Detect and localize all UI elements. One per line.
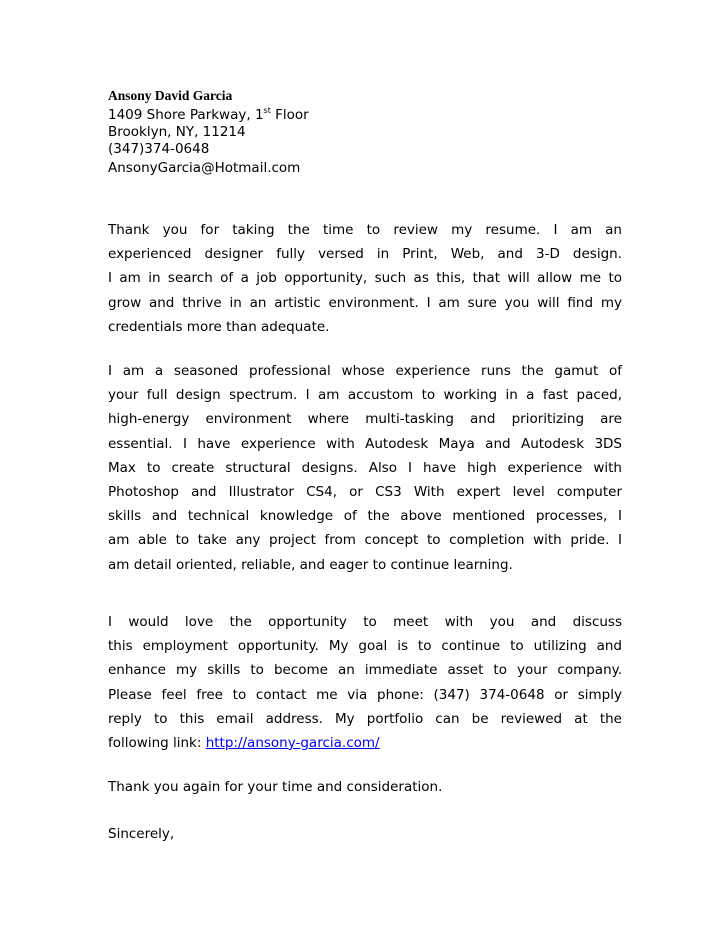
paragraph-line: your full design spectrum. I am accustom to working in a fast paced, xyxy=(108,387,622,404)
sender-email: AnsonyGarcia@Hotmail.com xyxy=(108,160,301,176)
sender-name: Ansony David Garcia xyxy=(108,88,233,103)
link-prefix: following link: xyxy=(108,734,206,751)
paragraph-line: credentials more than adequate. xyxy=(108,318,330,335)
paragraph-line: experienced designer fully versed in Print, Web, and 3-D design. xyxy=(108,246,622,263)
paragraph-line: Max to create structural designs. Also I have high experience with xyxy=(108,459,622,476)
paragraph-line: Thank you for taking the time to review my resume. I am an xyxy=(108,222,622,238)
sender-address-line2: Brooklyn, NY, 11214 xyxy=(108,124,246,140)
address-line1-text: 1409 Shore Parkway, 1 xyxy=(108,107,264,123)
address-line1-floor: Floor xyxy=(270,107,309,123)
paragraph-contact xyxy=(108,610,622,755)
ordinal-suffix: st xyxy=(263,106,271,115)
paragraph-line: I would love the opportunity to meet with you and discuss xyxy=(108,614,622,630)
paragraph-line: Photoshop and Illustrator CS4, or CS3 With expert level computer xyxy=(108,483,622,500)
paragraph-line: skills and technical knowledge of the above mentioned processes, I xyxy=(108,508,622,525)
portfolio-link[interactable]: http://ansony-garcia.com/ xyxy=(205,734,380,751)
paragraph-experience xyxy=(108,359,622,577)
paragraph-line: grow and thrive in an artistic environment. I am sure you will find my xyxy=(108,294,622,311)
paragraph-line: I am in search of a job opportunity, such as this, that will allow me to xyxy=(108,270,622,287)
paragraph-line: reply to this email address. My portfolio can be reviewed at the xyxy=(108,710,622,727)
sender-phone: (347)374-0648 xyxy=(108,141,210,157)
signoff: Sincerely, xyxy=(108,826,175,842)
paragraph-line: enhance my skills to become an immediate asset to your company. xyxy=(108,662,622,679)
sender-address-line1 xyxy=(108,107,309,124)
paragraph-line: Please feel free to contact me via phone: (347) 374-0648 or simply xyxy=(108,686,622,703)
paragraph-line: high-energy environment where multi-tasking and prioritizing are xyxy=(108,411,622,428)
paragraph-line: am detail oriented, reliable, and eager to continue learning. xyxy=(108,556,513,573)
paragraph-line: I am a seasoned professional whose experience runs the gamut of xyxy=(108,363,622,379)
paragraph-line: am able to take any project from concept to completion with pride. I xyxy=(108,532,622,549)
closing-thanks: Thank you again for your time and consideration. xyxy=(108,779,443,795)
paragraph-intro xyxy=(108,218,622,339)
paragraph-line: this employment opportunity. My goal is to continue to utilizing and xyxy=(108,638,622,655)
paragraph-line: essential. I have experience with Autodesk Maya and Autodesk 3DS xyxy=(108,435,622,452)
paragraph-line-with-link xyxy=(108,731,622,755)
